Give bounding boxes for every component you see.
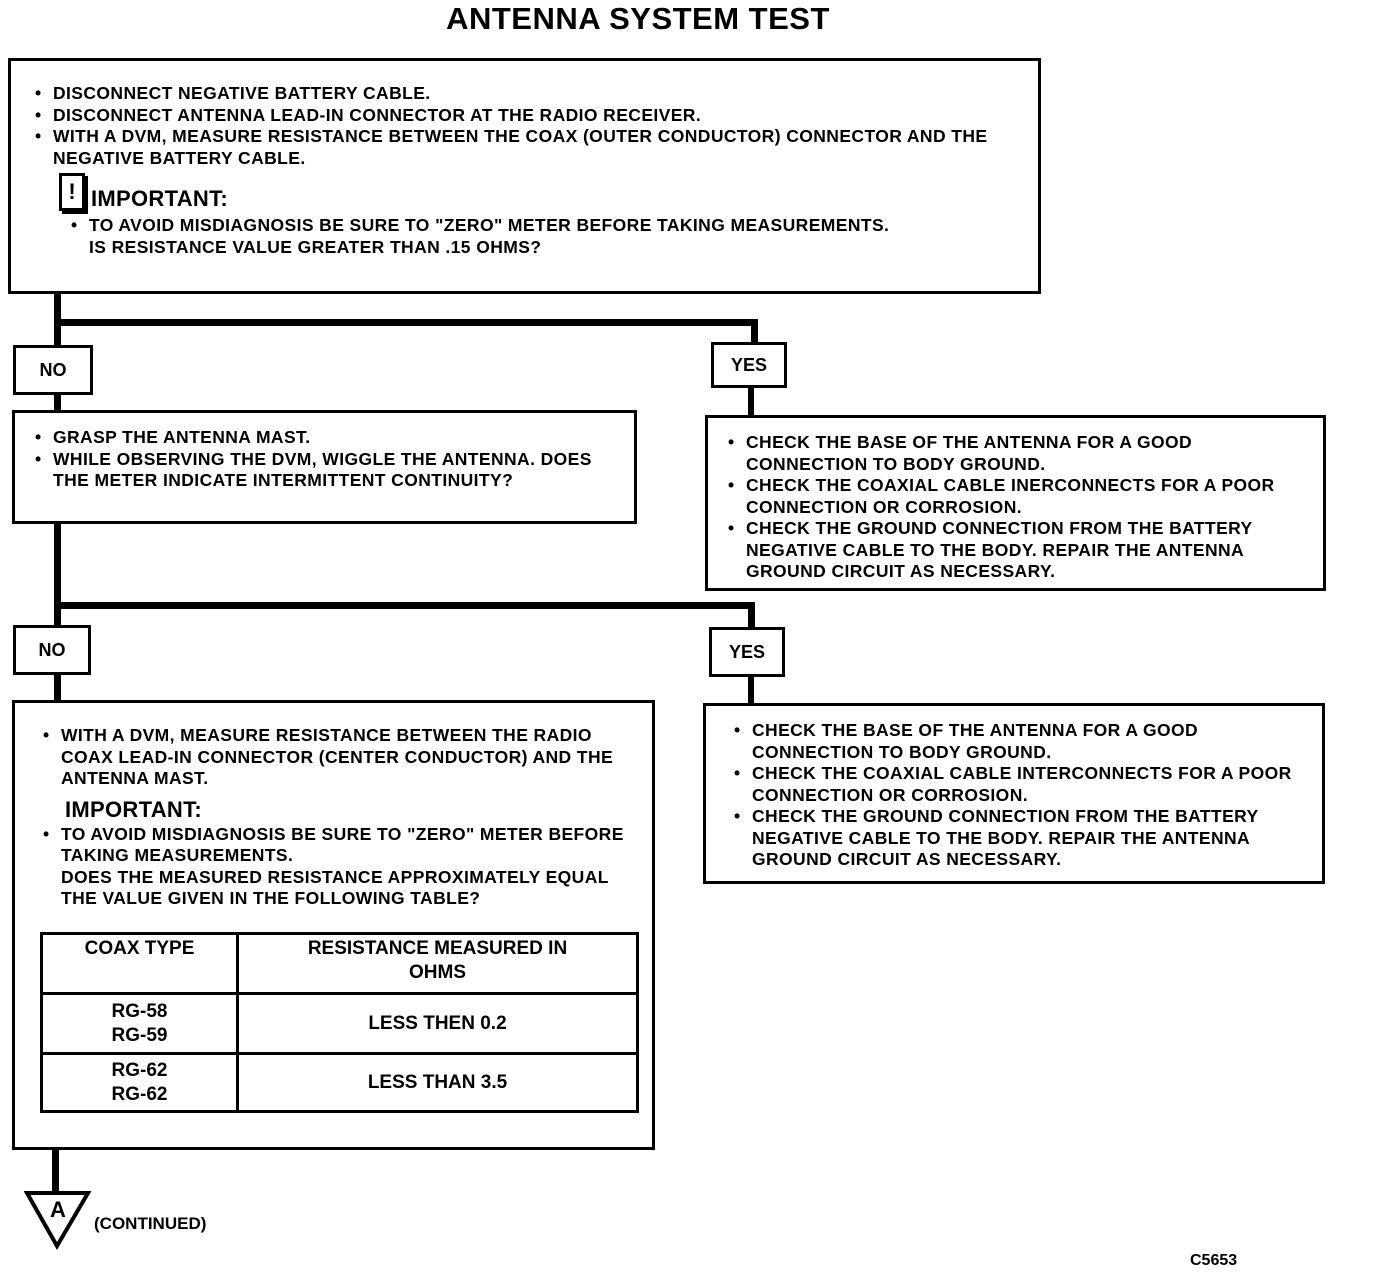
no-label-1: NO bbox=[13, 345, 93, 395]
no-label-2: NO bbox=[13, 625, 91, 675]
coax-type-value: RG-58 bbox=[111, 1000, 168, 1022]
important-label: IMPORTANT: bbox=[91, 186, 229, 211]
connector-line bbox=[748, 602, 755, 628]
step3-important-bullets bbox=[41, 824, 634, 867]
step3-yes-bullet-2: • CHECK THE COAXIAL CABLE INTERCONNECTS FOR A POOR CONNECTION OR CORROSION. bbox=[732, 763, 1306, 806]
figure-code: C5653 bbox=[1190, 1252, 1238, 1269]
continued-label: (CONTINUED) bbox=[94, 1214, 207, 1233]
header-resistance: RESISTANCE MEASURED IN OHMS bbox=[238, 934, 638, 994]
yes-label-1: YES bbox=[711, 342, 787, 388]
table-header-row bbox=[42, 934, 638, 994]
step3-yes-bullet-1: • CHECK THE BASE OF THE ANTENNA FOR A GOOD CONNECTION TO BODY GROUND. bbox=[732, 720, 1306, 763]
connector-line bbox=[748, 387, 754, 417]
step3-no-bullets bbox=[41, 725, 634, 790]
page-title: ANTENNA SYSTEM TEST bbox=[446, 1, 830, 36]
connector-line bbox=[54, 523, 61, 627]
step1-bullet-3: • WITH A DVM, MEASURE RESISTANCE BETWEEN THE COAX (OUTER CONDUCTOR) CONNECTOR AND THE NEGATIVE BATTERY CABLE. bbox=[33, 126, 1016, 169]
step1-bullet-1: • DISCONNECT NEGATIVE BATTERY CABLE. bbox=[33, 83, 1016, 105]
step2-no-box bbox=[12, 410, 637, 524]
step2-no-bullet-2: • WHILE OBSERVING THE DVM, WIGGLE THE ANTENNA. DOES THE METER INDICATE INTERMITTENT CONTINUITY? bbox=[33, 449, 616, 492]
step2-yes-bullets bbox=[726, 432, 1307, 583]
connector-line bbox=[54, 319, 758, 326]
step3-yes-box bbox=[703, 703, 1325, 884]
yes-label-2: YES bbox=[709, 627, 785, 677]
table-row bbox=[42, 994, 638, 1054]
step2-yes-bullet-2: • CHECK THE COAXIAL CABLE INERCONNECTS FOR A POOR CONNECTION OR CORROSION. bbox=[726, 475, 1307, 518]
table-row bbox=[42, 1054, 638, 1112]
connector-line bbox=[748, 676, 754, 704]
warning-icon: ! bbox=[59, 173, 85, 211]
coax-type-value: RG-62 bbox=[111, 1083, 168, 1105]
resistance-value: LESS THEN 0.2 bbox=[238, 994, 638, 1054]
connector-line bbox=[751, 319, 758, 344]
connector-line bbox=[54, 674, 61, 702]
step3-important-bullet: • TO AVOID MISDIAGNOSIS BE SURE TO "ZERO" METER BEFORE TAKING MEASUREMENTS. bbox=[41, 824, 634, 867]
step2-yes-bullet-3: • CHECK THE GROUND CONNECTION FROM THE BATTERY NEGATIVE CABLE TO THE BODY. REPAIR THE ANTENNA GROUND CIRCUIT AS NECESSARY. bbox=[726, 518, 1307, 583]
step1-bullets bbox=[33, 83, 1016, 169]
table-cell-coax bbox=[42, 1054, 238, 1112]
step3-question: DOES THE MEASURED RESISTANCE APPROXIMATELY EQUAL THE VALUE GIVEN IN THE FOLLOWING TABLE? bbox=[61, 866, 609, 908]
step2-no-bullets bbox=[33, 427, 616, 492]
coax-type-value: RG-59 bbox=[111, 1024, 168, 1046]
step1-question: IS RESISTANCE VALUE GREATER THAN .15 OHMS? bbox=[89, 236, 542, 257]
connector-line bbox=[54, 602, 755, 609]
important-label-2: IMPORTANT: bbox=[65, 796, 203, 822]
header-coax-type: COAX TYPE bbox=[42, 934, 238, 994]
step3-yes-bullet-3: • CHECK THE GROUND CONNECTION FROM THE BATTERY NEGATIVE CABLE TO THE BODY. REPAIR THE ANTENNA GROUND CIRCUIT AS NECESSARY. bbox=[732, 806, 1306, 871]
step1-important-bullets bbox=[69, 215, 1016, 237]
coax-table bbox=[40, 932, 639, 1113]
table-cell-coax bbox=[42, 994, 238, 1054]
connector-line bbox=[52, 1149, 59, 1193]
step2-yes-box bbox=[705, 415, 1326, 591]
step1-important bbox=[59, 173, 1016, 211]
step2-yes-bullet-1: • CHECK THE BASE OF THE ANTENNA FOR A GOOD CONNECTION TO BODY GROUND. bbox=[726, 432, 1307, 475]
step1-box bbox=[8, 58, 1041, 294]
step2-no-bullet-1: • GRASP THE ANTENNA MAST. bbox=[33, 427, 616, 449]
continuation-marker: A bbox=[50, 1197, 66, 1222]
step1-important-bullet: • TO AVOID MISDIAGNOSIS BE SURE TO "ZERO" METER BEFORE TAKING MEASUREMENTS. bbox=[69, 215, 1016, 237]
step3-no-bullet-1: • WITH A DVM, MEASURE RESISTANCE BETWEEN THE RADIO COAX LEAD-IN CONNECTOR (CENTER CONDUCTOR) AND THE ANTENNA MAST. bbox=[41, 725, 634, 790]
step3-yes-bullets bbox=[732, 720, 1306, 871]
coax-type-value: RG-62 bbox=[111, 1059, 168, 1081]
step1-bullet-2: • DISCONNECT ANTENNA LEAD-IN CONNECTOR AT THE RADIO RECEIVER. bbox=[33, 105, 1016, 127]
resistance-value: LESS THAN 3.5 bbox=[238, 1054, 638, 1112]
